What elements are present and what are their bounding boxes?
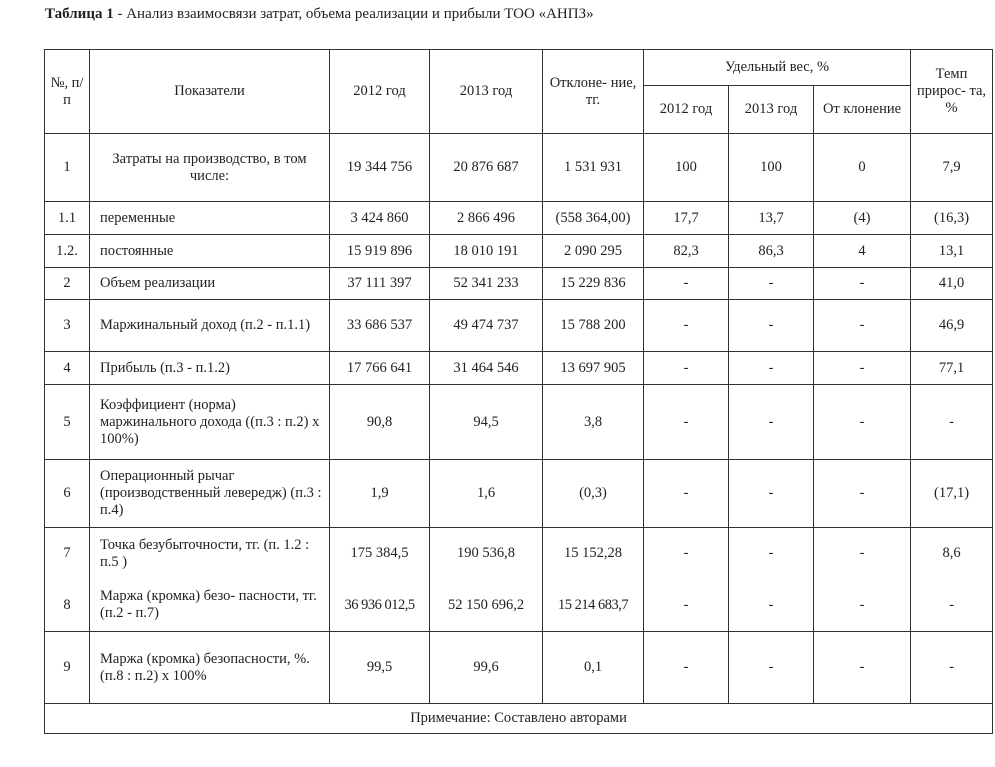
row-growth: 46,9 xyxy=(911,300,993,352)
row-share-dev: - xyxy=(814,460,911,528)
row-name: Маржа (кромка) безо- пасности, тг. (п.2 - п.7) xyxy=(90,580,330,632)
row-share-2012: 17,7 xyxy=(644,202,729,235)
row-2013: 49 474 737 xyxy=(430,300,543,352)
row-num: 4 xyxy=(45,352,90,385)
table-row xyxy=(45,202,993,235)
row-share-2012: - xyxy=(644,580,729,632)
row-2012: 175 384,5 xyxy=(330,528,430,580)
row-2013: 99,6 xyxy=(430,632,543,704)
row-2013: 1,6 xyxy=(430,460,543,528)
row-name: Точка безубыточности, тг. (п. 1.2 : п.5 ) xyxy=(90,528,330,580)
row-name: Прибыль (п.3 - п.1.2) xyxy=(90,352,330,385)
table-row xyxy=(45,300,993,352)
row-num: 2 xyxy=(45,268,90,300)
row-name: переменные xyxy=(90,202,330,235)
row-share-dev: - xyxy=(814,632,911,704)
row-dev: (558 364,00) xyxy=(543,202,644,235)
row-share-2013: 86,3 xyxy=(729,235,814,268)
row-share-2012: - xyxy=(644,352,729,385)
row-share-2013: - xyxy=(729,268,814,300)
row-share-2012: 100 xyxy=(644,134,729,202)
row-share-dev: - xyxy=(814,352,911,385)
header-share-dev: От клонение xyxy=(814,86,911,134)
row-share-2012: - xyxy=(644,385,729,460)
header-share-2012: 2012 год xyxy=(644,86,729,134)
row-share-2013: - xyxy=(729,300,814,352)
row-share-2012: - xyxy=(644,632,729,704)
row-share-2013: - xyxy=(729,352,814,385)
row-2013: 94,5 xyxy=(430,385,543,460)
row-growth: (16,3) xyxy=(911,202,993,235)
row-share-2013: 100 xyxy=(729,134,814,202)
row-dev: 1 531 931 xyxy=(543,134,644,202)
row-dev: 15 214 683,7 xyxy=(543,580,644,632)
row-growth: - xyxy=(911,385,993,460)
row-dev: 13 697 905 xyxy=(543,352,644,385)
row-2013: 190 536,8 xyxy=(430,528,543,580)
row-num: 1.1 xyxy=(45,202,90,235)
row-share-dev: - xyxy=(814,385,911,460)
row-share-2012: - xyxy=(644,300,729,352)
table-caption xyxy=(45,6,594,23)
header-deviation: Отклоне- ние, тг. xyxy=(543,50,644,134)
row-name: Объем реализации xyxy=(90,268,330,300)
row-share-2012: - xyxy=(644,528,729,580)
row-name: Маржа (кромка) безопасности, %. (п.8 : п.2) х 100% xyxy=(90,632,330,704)
row-share-2013: - xyxy=(729,528,814,580)
row-share-2012: - xyxy=(644,460,729,528)
row-growth: 7,9 xyxy=(911,134,993,202)
row-share-2012: - xyxy=(644,268,729,300)
row-share-2013: - xyxy=(729,460,814,528)
row-dev: 2 090 295 xyxy=(543,235,644,268)
table-row xyxy=(45,632,993,704)
table-note: Примечание: Составлено авторами xyxy=(45,704,993,734)
row-2012: 33 686 537 xyxy=(330,300,430,352)
row-share-2013: - xyxy=(729,385,814,460)
row-share-2013: - xyxy=(729,632,814,704)
row-num: 5 xyxy=(45,385,90,460)
table-row xyxy=(45,235,993,268)
table-row xyxy=(45,528,993,580)
row-num: 1 xyxy=(45,134,90,202)
row-share-dev: - xyxy=(814,528,911,580)
table-row xyxy=(45,385,993,460)
row-share-dev: - xyxy=(814,268,911,300)
row-2012: 37 111 397 xyxy=(330,268,430,300)
row-2012: 99,5 xyxy=(330,632,430,704)
row-share-dev: 4 xyxy=(814,235,911,268)
row-growth: 13,1 xyxy=(911,235,993,268)
row-share-dev: - xyxy=(814,580,911,632)
row-2012: 36 936 012,5 xyxy=(330,580,430,632)
row-share-dev: (4) xyxy=(814,202,911,235)
row-share-2012: 82,3 xyxy=(644,235,729,268)
row-name: постоянные xyxy=(90,235,330,268)
header-share-2013: 2013 год xyxy=(729,86,814,134)
row-2012: 1,9 xyxy=(330,460,430,528)
row-growth: 41,0 xyxy=(911,268,993,300)
row-name: Операционный рычаг (производственный левередж) (п.3 : п.4) xyxy=(90,460,330,528)
row-2012: 15 919 896 xyxy=(330,235,430,268)
row-dev: 3,8 xyxy=(543,385,644,460)
table-row xyxy=(45,352,993,385)
row-2013: 20 876 687 xyxy=(430,134,543,202)
row-dev: (0,3) xyxy=(543,460,644,528)
row-growth: - xyxy=(911,580,993,632)
row-dev: 0,1 xyxy=(543,632,644,704)
row-2012: 90,8 xyxy=(330,385,430,460)
row-dev: 15 152,28 xyxy=(543,528,644,580)
header-growth: Темп прирос- та, % xyxy=(911,50,993,134)
table-row xyxy=(45,580,993,632)
header-indicators: Показатели xyxy=(90,50,330,134)
row-growth: 8,6 xyxy=(911,528,993,580)
row-2013: 18 010 191 xyxy=(430,235,543,268)
header-2013: 2013 год xyxy=(430,50,543,134)
row-2013: 52 341 233 xyxy=(430,268,543,300)
row-num: 9 xyxy=(45,632,90,704)
data-table xyxy=(44,49,993,734)
row-num: 7 xyxy=(45,528,90,580)
row-share-dev: 0 xyxy=(814,134,911,202)
row-share-dev: - xyxy=(814,300,911,352)
row-num: 6 xyxy=(45,460,90,528)
caption-bold: Таблица 1 xyxy=(45,6,114,22)
row-dev: 15 788 200 xyxy=(543,300,644,352)
row-2012: 3 424 860 xyxy=(330,202,430,235)
row-growth: 77,1 xyxy=(911,352,993,385)
row-growth: (17,1) xyxy=(911,460,993,528)
table-row xyxy=(45,268,993,300)
row-name: Затраты на производство, в том числе: xyxy=(90,134,330,202)
row-2012: 19 344 756 xyxy=(330,134,430,202)
table-row xyxy=(45,134,993,202)
row-2012: 17 766 641 xyxy=(330,352,430,385)
header-num: №, п/п xyxy=(45,50,90,134)
row-num: 3 xyxy=(45,300,90,352)
row-2013: 2 866 496 xyxy=(430,202,543,235)
row-2013: 31 464 546 xyxy=(430,352,543,385)
header-share: Удельный вес, % xyxy=(644,50,911,86)
header-2012: 2012 год xyxy=(330,50,430,134)
table-row xyxy=(45,460,993,528)
row-growth: - xyxy=(911,632,993,704)
row-dev: 15 229 836 xyxy=(543,268,644,300)
row-name: Маржинальный доход (п.2 - п.1.1) xyxy=(90,300,330,352)
row-num: 1.2. xyxy=(45,235,90,268)
row-num: 8 xyxy=(45,580,90,632)
row-name: Коэффициент (норма) маржинального дохода ((п.3 : п.2) х 100%) xyxy=(90,385,330,460)
row-share-2013: - xyxy=(729,580,814,632)
row-2013: 52 150 696,2 xyxy=(430,580,543,632)
row-share-2013: 13,7 xyxy=(729,202,814,235)
caption-text: - Анализ взаимосвязи затрат, объема реализации и прибыли ТОО «АНПЗ» xyxy=(113,6,594,22)
